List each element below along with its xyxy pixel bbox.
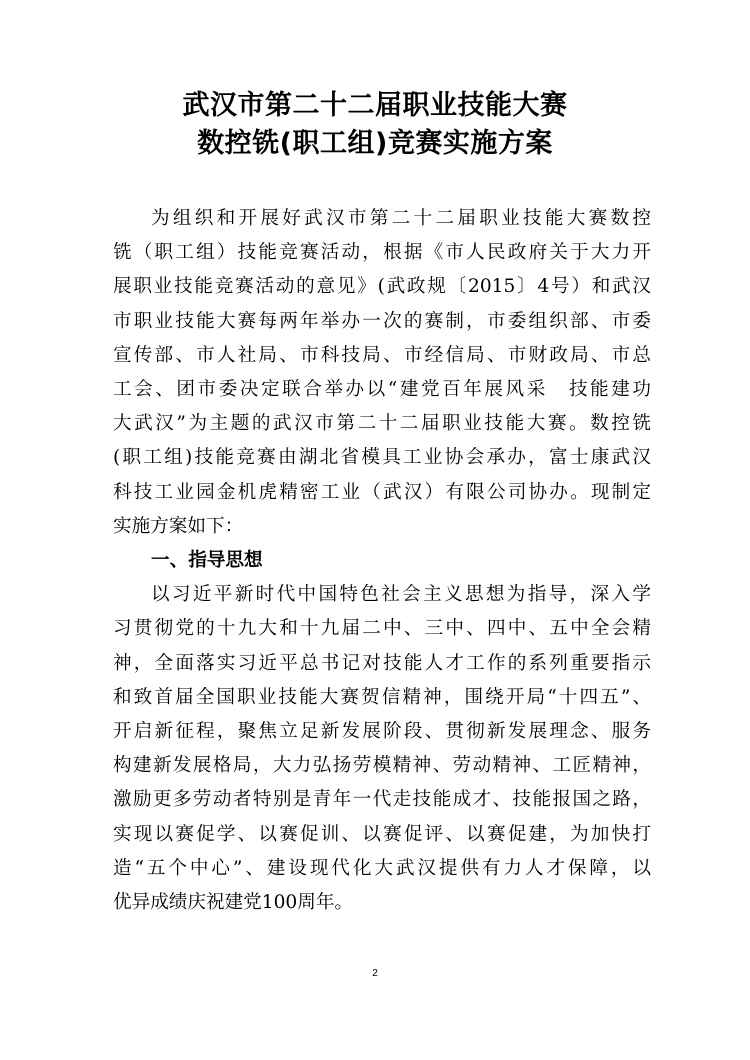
section-1-line: 和致首届全国职业技能大赛贺信精神，围绕开局“十四五”、 — [113, 686, 651, 708]
intro-line: 大武汉”为主题的武汉市第二十二届职业技能大赛。数控铣 — [113, 413, 651, 435]
page-number: 2 — [372, 968, 378, 979]
intro-line: 实施方案如下： — [113, 515, 244, 537]
intro-line: 市职业技能大赛每两年举办一次的赛制，市委组织部、市委 — [113, 310, 651, 332]
section-1-line: 开启新征程，聚焦立足新发展阶段、贯彻新发展理念、服务 — [113, 721, 651, 743]
document-body — [113, 202, 651, 920]
section-1-line: 以习近平新时代中国特色社会主义思想为指导，深入学 — [151, 584, 651, 606]
section-1-line: 习贯彻党的十九大和十九届二中、三中、四中、五中全会精 — [113, 618, 651, 640]
section-1-paragraph — [113, 578, 651, 920]
intro-line: 科技工业园金机虎精密工业（武汉）有限公司协办。现制定 — [113, 481, 651, 503]
section-1-heading-block — [113, 544, 651, 578]
section-1-line: 实现以赛促学、以赛促训、以赛促评、以赛促建，为加快打 — [113, 823, 651, 845]
intro-line: 工会、团市委决定联合举办以“建党百年展风采 技能建功 — [113, 379, 651, 401]
intro-line: (职工组)技能竞赛由湖北省模具工业协会承办，富士康武汉 — [113, 447, 651, 469]
intro-paragraph — [113, 202, 651, 544]
section-1-line: 神，全面落实习近平总书记对技能人才工作的系列重要指示 — [113, 652, 651, 674]
document-title-line-2: 数控铣(职工组)竞赛实施方案 — [197, 128, 553, 159]
intro-line: 展职业技能竞赛活动的意见》(武政规〔2015〕4号）和武汉 — [113, 276, 651, 298]
section-1-line: 造“五个中心”、建设现代化大武汉提供有力人才保障，以 — [113, 857, 651, 879]
section-1-line: 构建新发展格局，大力弘扬劳模精神、劳动精神、工匠精神， — [113, 755, 651, 777]
intro-line: 铣（职工组）技能竞赛活动，根据《市人民政府关于大力开 — [113, 242, 651, 264]
intro-line: 为组织和开展好武汉市第二十二届职业技能大赛数控 — [151, 208, 651, 229]
section-1-line: 优异成绩庆祝建党100周年。 — [113, 892, 354, 914]
section-1-line: 激励更多劳动者特别是青年一代走技能成才、技能报国之路， — [113, 789, 651, 811]
section-1-heading: 一、指导思想 — [151, 550, 263, 572]
document-title-line-1: 武汉市第二十二届职业技能大赛 — [182, 90, 568, 121]
intro-line: 宣传部、市人社局、市科技局、市经信局、市财政局、市总 — [113, 344, 651, 366]
